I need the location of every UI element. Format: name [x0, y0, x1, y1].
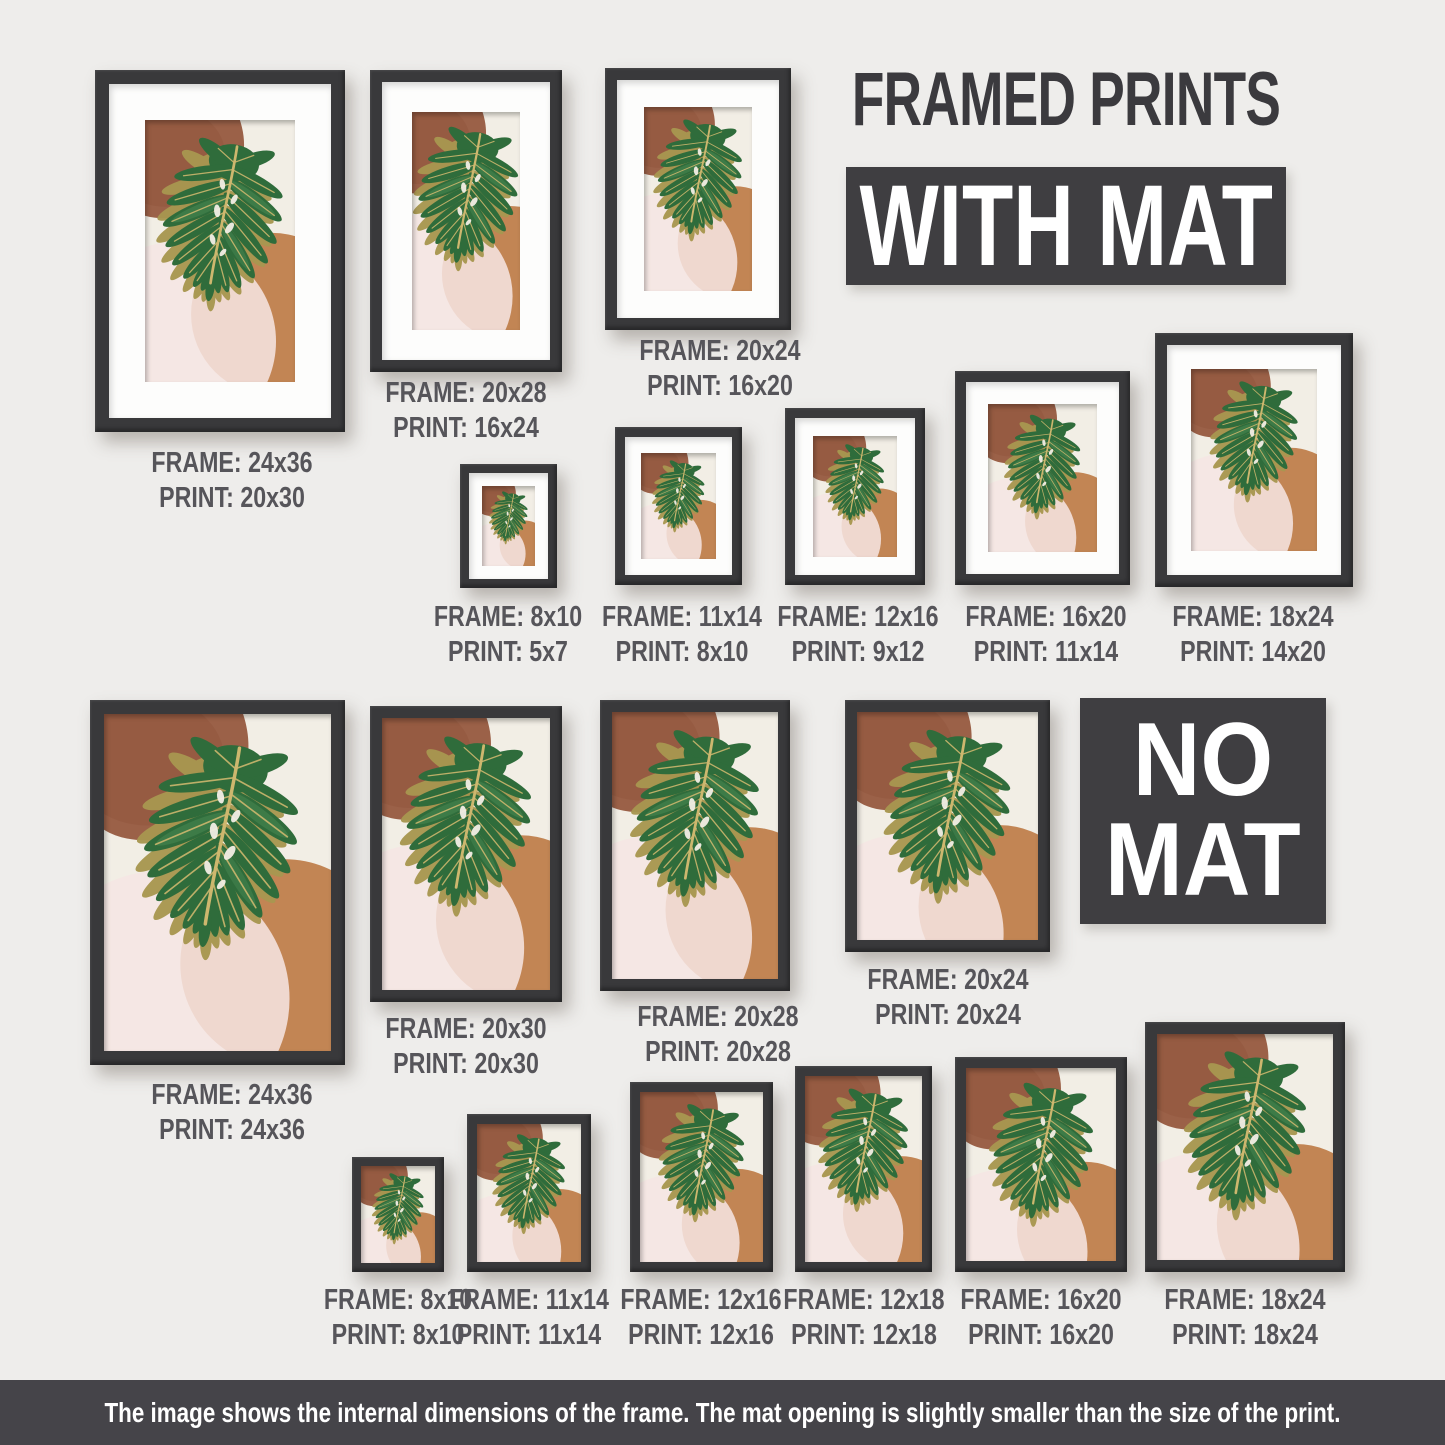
- no-mat-frame-20x28: [600, 700, 790, 991]
- mat: [966, 382, 1119, 574]
- no-mat-label-12x18: FRAME: 12x18 PRINT: 12x18: [783, 1284, 945, 1352]
- mat: [617, 80, 779, 318]
- with-mat-frame-18x24: [1155, 333, 1353, 587]
- with-mat-banner-text: WITH MAT: [859, 161, 1273, 290]
- mat: [625, 437, 732, 575]
- monstera-art: [641, 453, 716, 559]
- monstera-art: [640, 1092, 763, 1262]
- mat: [469, 473, 548, 579]
- with-mat-frame-24x36: [95, 70, 345, 432]
- monstera-art: [382, 718, 550, 990]
- with-mat-label-11x14: FRAME: 11x14 PRINT: 8x10: [602, 601, 762, 669]
- with-mat-label-24x36: FRAME: 24x36 PRINT: 20x30: [151, 447, 313, 515]
- page-title-text: FRAMED PRINTS: [851, 57, 1281, 142]
- no-mat-label-24x36: FRAME: 24x36 PRINT: 24x36: [151, 1079, 313, 1147]
- monstera-art: [988, 404, 1097, 552]
- monstera-art: [644, 107, 752, 291]
- no-mat-frame-12x16: [630, 1082, 773, 1272]
- no-mat-label-16x20: FRAME: 16x20 PRINT: 16x20: [960, 1284, 1122, 1352]
- monstera-art: [813, 436, 897, 557]
- mat: [382, 82, 550, 360]
- no-mat-frame-8x10: [352, 1157, 444, 1272]
- no-mat-label-18x24: FRAME: 18x24 PRINT: 18x24: [1164, 1284, 1326, 1352]
- no-mat-frame-11x14: [467, 1114, 591, 1272]
- footer-note-text: The image shows the internal dimensions of the frame. The mat opening is slightly smaller than the size of the print.: [104, 1396, 1341, 1428]
- no-mat-banner-line1: NO: [1132, 702, 1274, 819]
- monstera-art: [1191, 369, 1317, 551]
- monstera-art: [482, 486, 535, 566]
- monstera-art: [612, 712, 778, 979]
- no-mat-label-20x28: FRAME: 20x28 PRINT: 20x28: [637, 1001, 799, 1069]
- with-mat-frame-16x20: [955, 371, 1130, 585]
- monstera-art: [145, 120, 295, 382]
- monstera-art: [857, 712, 1038, 940]
- with-mat-frame-20x28: [370, 70, 562, 372]
- with-mat-frame-11x14: [615, 427, 742, 585]
- with-mat-label-20x24: FRAME: 20x24 PRINT: 16x20: [639, 335, 801, 403]
- no-mat-frame-20x24: [845, 700, 1050, 952]
- page-title: [760, 57, 1372, 142]
- monstera-art: [104, 714, 331, 1051]
- no-mat-label-8x10: FRAME: 8x10 PRINT: 8x10: [323, 1284, 473, 1352]
- no-mat-frame-20x30: [370, 706, 562, 1002]
- with-mat-banner: [846, 161, 1286, 290]
- no-mat-frame-16x20: [955, 1057, 1127, 1272]
- no-mat-banner-line2: MAT: [1105, 802, 1301, 918]
- no-mat-label-20x24: FRAME: 20x24 PRINT: 20x24: [867, 964, 1029, 1032]
- no-mat-frame-18x24: [1145, 1022, 1345, 1272]
- no-mat-label-11x14: FRAME: 11x14 PRINT: 11x14: [449, 1284, 609, 1352]
- mat: [795, 418, 915, 575]
- monstera-art: [361, 1166, 435, 1263]
- with-mat-label-12x16: FRAME: 12x16 PRINT: 9x12: [777, 601, 939, 669]
- with-mat-label-20x28: FRAME: 20x28 PRINT: 16x24: [385, 377, 547, 445]
- monstera-art: [1157, 1034, 1333, 1260]
- no-mat-label-20x30: FRAME: 20x30 PRINT: 20x30: [385, 1013, 547, 1081]
- monstera-art: [805, 1076, 922, 1262]
- monstera-art: [477, 1124, 581, 1262]
- with-mat-frame-8x10: [460, 464, 557, 588]
- with-mat-frame-20x24: [605, 68, 791, 330]
- no-mat-banner: [1080, 698, 1326, 924]
- monstera-art: [966, 1068, 1116, 1261]
- with-mat-frame-12x16: [785, 408, 925, 585]
- footer-note-bar: [0, 1380, 1445, 1445]
- no-mat-label-12x16: FRAME: 12x16 PRINT: 12x16: [620, 1284, 782, 1352]
- no-mat-frame-12x18: [795, 1066, 932, 1272]
- mat: [1167, 345, 1341, 575]
- with-mat-label-16x20: FRAME: 16x20 PRINT: 11x14: [965, 601, 1127, 669]
- with-mat-label-8x10: FRAME: 8x10 PRINT: 5x7: [433, 601, 583, 669]
- no-mat-frame-24x36: [90, 700, 345, 1065]
- with-mat-label-18x24: FRAME: 18x24 PRINT: 14x20: [1172, 601, 1334, 669]
- monstera-art: [412, 112, 520, 330]
- mat: [109, 84, 331, 418]
